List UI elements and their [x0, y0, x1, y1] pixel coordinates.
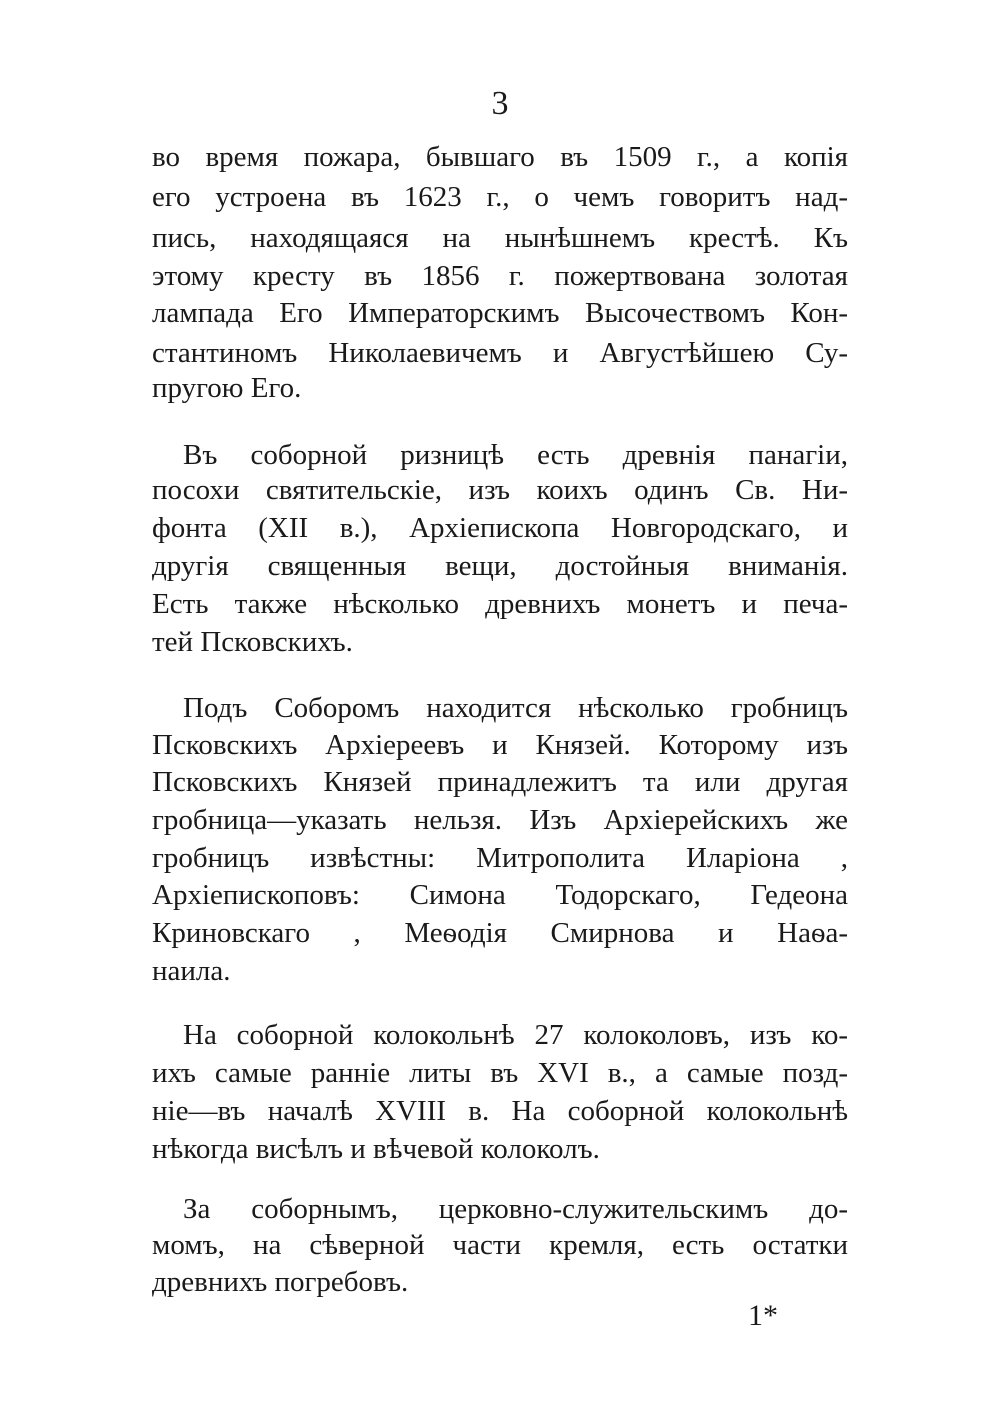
signature-mark: 1* [748, 1299, 778, 1332]
text-line: тей Псковскихъ. [152, 626, 353, 658]
text-line: Псковскихъ Архіереевъ и Князей. Которому изъ [152, 729, 848, 761]
text-line: Архіепископовъ: Симона Тодорскаго, Гедеона [152, 879, 848, 911]
text-line: другія священныя вещи, достойныя вниманія. [152, 550, 848, 582]
text-line: момъ, на сѣверной части кремля, есть остатки [152, 1229, 848, 1261]
text-line: пругою Его. [152, 372, 302, 404]
text-line: наила. [152, 955, 231, 987]
text-line: Есть также нѣсколько древнихъ монетъ и печа- [152, 588, 848, 620]
text-line: во время пожара, бывшаго въ 1509 г., а копія [152, 141, 848, 173]
text-line: Криновскаго , Меѳодія Смирнова и Наѳа- [152, 917, 848, 949]
text-line: гробницъ извѣстны: Митрополита Иларіона , [152, 842, 848, 874]
text-line: посохи святительскіе, изъ коихъ одинъ Св. Ни- [152, 474, 848, 506]
text-line: ихъ самые ранніе литы въ XVI в., а самые позд- [152, 1057, 848, 1089]
text-line: Подъ Соборомъ находится нѣсколько гробницъ [183, 692, 848, 724]
text-line: стантиномъ Николаевичемъ и Августѣйшею Су- [152, 337, 848, 369]
text-line: этому кресту въ 1856 г. пожертвована золотая [152, 260, 848, 292]
text-line: ніе—въ началѣ XVIII в. На соборной колокольнѣ [152, 1095, 848, 1127]
text-line: лампада Его Императорскимъ Высочествомъ Кон- [152, 297, 848, 329]
text-line: Псковскихъ Князей принадлежитъ та или другая [152, 766, 848, 798]
text-line: фонта (XII в.), Архіепископа Новгородскаго, и [152, 512, 848, 544]
text-line: древнихъ погребовъ. [152, 1266, 409, 1298]
text-line: Въ соборной ризницѣ есть древнія панагіи, [183, 439, 848, 471]
text-line: пись, находящаяся на нынѣшнемъ крестѣ. Къ [152, 222, 848, 254]
text-line: нѣкогда висѣлъ и вѣчевой колоколъ. [152, 1133, 600, 1165]
page-number: 3 [491, 85, 509, 122]
text-line: его устроена въ 1623 г., о чемъ говоритъ над- [152, 181, 848, 213]
text-line: На соборной колокольнѣ 27 колоколовъ, изъ ко- [183, 1019, 848, 1051]
text-line: За соборнымъ, церковно-служительскимъ до- [183, 1193, 848, 1225]
text-line: гробница—указать нельзя. Изъ Архіерейскихъ же [152, 804, 848, 836]
